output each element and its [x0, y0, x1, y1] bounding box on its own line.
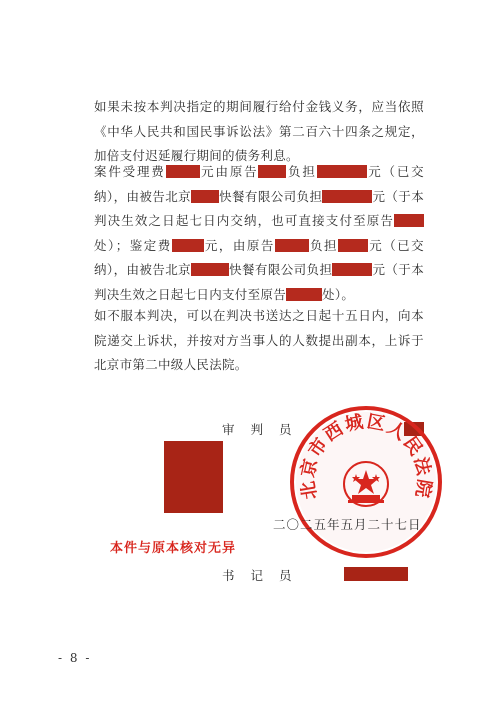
redaction-bar [322, 190, 372, 203]
paragraph-interest-text: 如果未按本判决指定的期间履行给付金钱义务，应当依照《中华人民共和国民事诉讼法》第二百六十四条之规定，加倍支付迟延履行期间的债务利息。 [94, 99, 424, 164]
redaction-bar [172, 239, 204, 252]
fees-text-7: 处）；鉴定费 [94, 237, 172, 253]
fees-text-6: 元（于本判决生效之日起七日内交纳，也可直接支付至原告 [94, 188, 425, 229]
clerk-label: 书记员 [222, 568, 308, 583]
page-number: - 8 - [58, 651, 92, 665]
fees-text-12: 元（于本判决生效之日起七日内支付至原告 [94, 262, 425, 302]
fees-text-3: 负担 [286, 164, 317, 179]
redaction-bar [275, 239, 309, 252]
fees-text-10: 元（已交纳），由被告北京 [94, 237, 424, 278]
fees-text-1: 案件受理费 [94, 164, 166, 179]
certification-text: 本件与原本核对无异 [110, 541, 237, 556]
paragraph-interest [94, 95, 424, 169]
fees-text-5: 快餐有限公司负担 [219, 188, 323, 204]
judge-label: 审判员 [222, 422, 308, 437]
fees-text-2: 元由原告 [199, 164, 259, 179]
judgment-date: 二〇二五年五月二十七日 [273, 517, 422, 532]
seal-text: 北京市西城区人民法院 [297, 411, 435, 501]
redaction-bar [258, 165, 286, 178]
redaction-bar [317, 165, 367, 178]
fees-text-9: 负担 [308, 237, 339, 253]
fees-text-13: 处）。 [322, 286, 355, 302]
paragraph-fees [94, 160, 424, 308]
redaction-bar [332, 263, 372, 276]
redaction-bar [191, 263, 229, 276]
redaction-bar [191, 190, 219, 203]
fees-text-4: 元（已交纳），由被告北京 [94, 164, 424, 204]
court-seal [286, 402, 446, 562]
fees-text-11: 快餐有限公司负担 [229, 262, 333, 278]
redaction-bar [286, 288, 322, 301]
redaction-block [164, 441, 223, 513]
paragraph-appeal [94, 304, 424, 378]
redaction-bar [394, 214, 424, 227]
clerk-name-redaction [344, 567, 408, 581]
redaction-bar [166, 165, 200, 178]
fees-text-8: 元，由原告 [203, 237, 275, 253]
paragraph-appeal-text: 如不服本判决，可以在判决书送达之日起十五日内，向本院递交上诉状，并按对方当事人的人数提出副本，上诉于北京市第二中级人民法院。 [94, 308, 424, 373]
redaction-bar [338, 239, 368, 252]
